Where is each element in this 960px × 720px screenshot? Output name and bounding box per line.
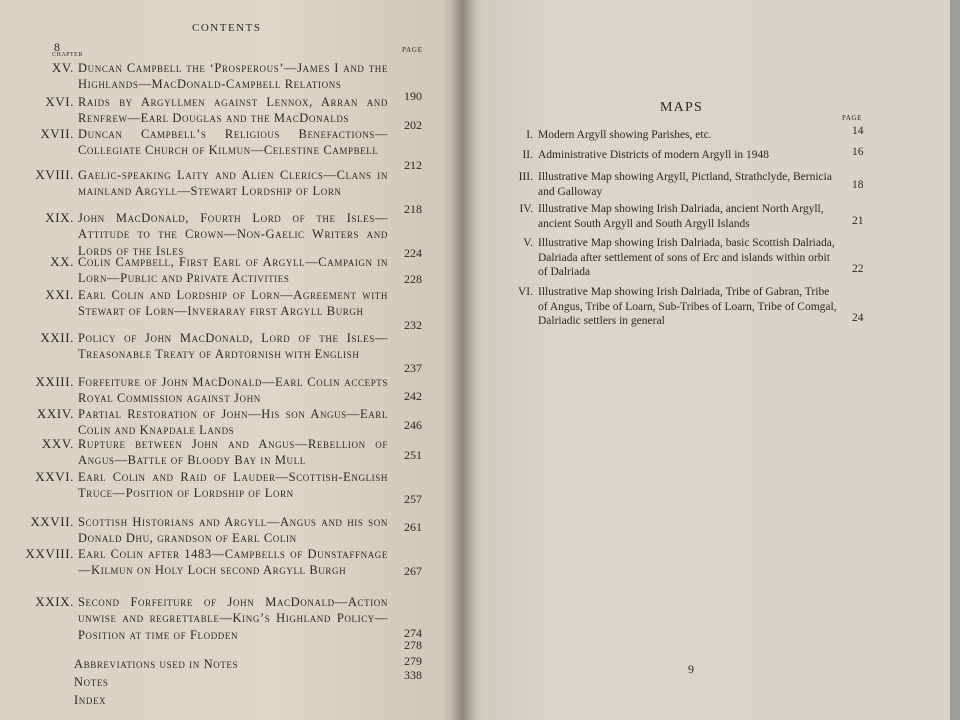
map-title: Illustrative Map showing Irish Dalriada, Tribe of Gabran, Tribe of Angus, Tribe of Loarn, Sub-Tribes of Loarn, Tribe of Comgal, Dalriadic settlers in general (538, 286, 837, 327)
toc-page-number: 190 (404, 89, 422, 103)
toc-page-number: 279 (404, 654, 422, 668)
right-page (462, 0, 950, 720)
page-column-heading: PAGE (402, 46, 423, 54)
map-page-number: 22 (852, 263, 864, 275)
map-number: VI. (517, 286, 533, 298)
toc-page-number: 212 (404, 158, 422, 172)
chapter-number: XXIII. (35, 374, 74, 389)
chapter-number: XXVIII. (25, 546, 74, 561)
map-page-number: 18 (852, 179, 864, 191)
chapter-number: XVII. (40, 126, 74, 141)
toc-page-number: 338 (404, 668, 422, 682)
back-matter-item: Abbreviations used in Notes (74, 657, 239, 671)
toc-page-number: 251 (404, 448, 422, 462)
toc-page-number: 232 (404, 318, 422, 332)
toc-page-number: 274 (404, 626, 422, 640)
map-page-number: 24 (852, 312, 864, 324)
chapter-title: Duncan Campbell’s Religious Benefactions—Collegiate Church of Kilmun—Celestine Campbell (78, 127, 388, 158)
chapter-column-heading: CHAPTER (52, 52, 83, 58)
chapter-number: XX. (50, 254, 74, 269)
map-title: Illustrative Map showing Argyll, Pictland, Strathclyde, Bernicia and Galloway (538, 171, 832, 198)
back-matter-item: Notes (74, 675, 109, 689)
toc-page-number: 246 (404, 418, 422, 432)
toc-page-number: 218 (404, 202, 422, 216)
chapter-title: Policy of John MacDonald, Lord of the Isles—Treasonable Treaty of Ardtornish with English (78, 331, 388, 362)
chapter-number: XVIII. (35, 167, 74, 182)
chapter-title: Duncan Campbell the ‘Prosperous’—James I and the Highlands—MacDonald-Campbell Relations (78, 61, 388, 92)
toc-page-number: 267 (404, 564, 422, 578)
toc-page-number: 261 (404, 520, 422, 534)
map-number: V. (523, 237, 533, 249)
chapter-title: Earl Colin and Raid of Lauder—Scottish-English Truce—Position of Lordship of Lorn (78, 470, 388, 501)
toc-page-number: 224 (404, 246, 422, 260)
toc-page-number: 278 (404, 638, 422, 652)
back-matter-item: Index (74, 693, 107, 707)
chapter-title: Forfeiture of John MacDonald—Earl Colin accepts Royal Commission against John (78, 375, 388, 406)
left-page (0, 0, 462, 720)
chapter-title: Colin Campbell, First Earl of Argyll—Campaign in Lorn—Public and Private Activities (78, 255, 388, 286)
chapter-number: XXV. (41, 436, 74, 451)
chapter-title: Scottish Historians and Argyll—Angus and his son Donald Dhu, grandson of Earl Colin (78, 515, 388, 546)
chapter-number: XXVII. (30, 514, 74, 529)
map-page-number: 16 (852, 146, 864, 158)
map-page-number: 14 (852, 125, 864, 137)
chapter-number: XXI. (45, 287, 74, 302)
page-number-right: 9 (688, 662, 694, 676)
chapter-title: Partial Restoration of John—His son Angus—Earl Colin and Knapdale Lands (78, 407, 388, 438)
book-gutter (452, 0, 474, 720)
chapter-number: XV. (51, 60, 74, 75)
chapter-title: Earl Colin after 1483—Campbells of Dunstaffnage—Kilmun on Holy Loch second Argyll Burgh (78, 547, 388, 578)
maps-heading: MAPS (660, 100, 703, 115)
chapter-title: Rupture between John and Angus—Rebellion of Angus—Battle of Bloody Bay in Mull (78, 437, 388, 468)
chapter-title: Raids by Argyllmen against Lennox, Arran and Renfrew—Earl Douglas and the MacDonalds (78, 95, 388, 126)
chapter-number: XVI. (45, 94, 74, 109)
toc-page-number: 228 (404, 272, 422, 286)
map-number: III. (518, 171, 533, 183)
map-number: I. (526, 129, 533, 141)
map-title: Modern Argyll showing Parishes, etc. (538, 129, 712, 141)
chapter-number: XXIX. (35, 594, 74, 609)
maps-page-column-heading: PAGE (842, 114, 863, 122)
map-number: II. (522, 149, 533, 161)
chapter-title: John MacDonald, Fourth Lord of the Isles—Attitude to the Crown—Non-Gaelic Writers and Lords of the Isles (78, 211, 388, 258)
chapter-number: XXII. (40, 330, 74, 345)
chapter-title: Second Forfeiture of John MacDonald—Action unwise and regrettable—King’s Highland Policy—Position at time of Flodden (78, 595, 388, 642)
page-edge (950, 0, 960, 720)
map-title: Illustrative Map showing Irish Dalriada, ancient North Argyll, ancient South Argyll and South Argyll Islands (538, 203, 824, 230)
running-head: CONTENTS (192, 22, 262, 34)
chapter-title: Earl Colin and Lordship of Lorn—Agreement with Stewart of Lorn—Inveraray first Argyll Burgh (78, 288, 388, 319)
toc-page-number: 257 (404, 492, 422, 506)
chapter-number: XXIV. (36, 406, 74, 421)
map-title: Administrative Districts of modern Argyll in 1948 (538, 149, 770, 161)
toc-page-number: 202 (404, 118, 422, 132)
map-title: Illustrative Map showing Irish Dalriada, basic Scottish Dalriada, Dalriada after settlement of sons of Erc and islands within orbit of Dalriada (538, 237, 835, 278)
chapter-number: XXVI. (35, 469, 74, 484)
page-number-left: 8 (54, 40, 60, 54)
toc-page-number: 237 (404, 361, 422, 375)
map-number: IV. (519, 203, 533, 215)
toc-page-number: 242 (404, 389, 422, 403)
chapter-number: XIX. (45, 210, 74, 225)
map-page-number: 21 (852, 215, 864, 227)
chapter-title: Gaelic-speaking Laity and Alien Clerics—Clans in mainland Argyll—Stewart Lordship of Lorn (78, 168, 388, 199)
